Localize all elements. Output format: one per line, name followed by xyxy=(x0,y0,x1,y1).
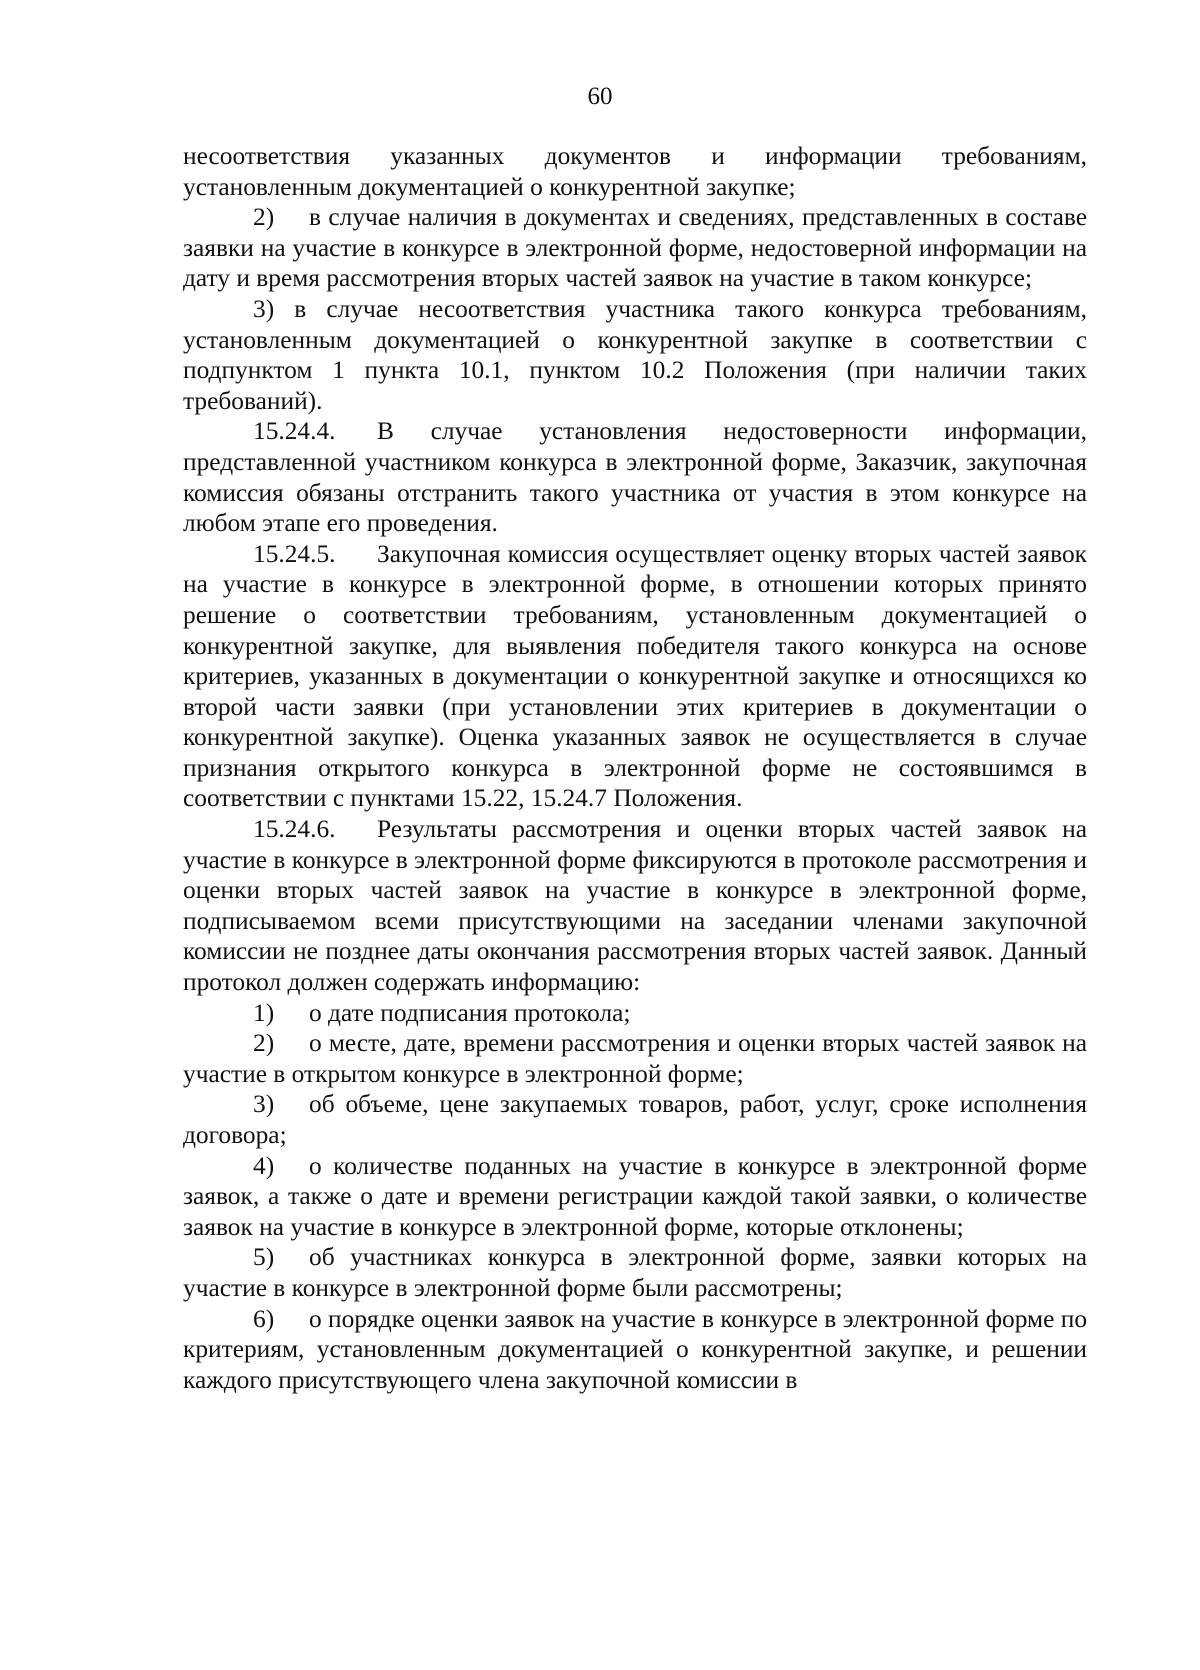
list-item-text: об участниках конкурса в электронной форме, заявки которых на участие в конкурсе в электронной форме были рассмотрены; xyxy=(183,1243,1087,1302)
page-number: 60 xyxy=(587,83,613,110)
list-item-text: 3) в случае несоответствия участника такого конкурса требованиям, установленным документацией о конкурентной закупке в соответствии с подпунктом 1 пункта 10.1, пунктом 10.2 Положения (при наличии таких требований). xyxy=(183,294,1087,415)
clause-15-24-6 xyxy=(183,814,1087,998)
document-body xyxy=(183,141,1087,1395)
list-item-number: 6) xyxy=(253,1304,275,1333)
protocol-item-5 xyxy=(183,1242,1087,1303)
list-item-text: о дате подписания протокола; xyxy=(309,998,631,1027)
list-item-text: в случае наличия в документах и сведениях, представленных в составе заявки на участие в конкурсе в электронной форме, недостоверной информации на дату и время рассмотрения вторых частей заявок на участие в таком конкурсе; xyxy=(183,203,1087,293)
protocol-item-1 xyxy=(183,998,1087,1029)
list-item-text: об объеме, цене закупаемых товаров, работ, услуг, сроке исполнения договора; xyxy=(183,1090,1087,1149)
clause-text: Результаты рассмотрения и оценки вторых частей заявок на участие в конкурсе в электронной форме фиксируются в протоколе рассмотрения и оценки вторых частей заявок на участие в конкурсе в электронной форме, подписываемом всеми присутствующими на заседании членами закупочной комиссии не позднее даты окончания рассмотрения вторых частей заявок. Данный протокол должен содержать информацию: xyxy=(183,815,1087,997)
paragraph-text: несоответствия указанных документов и информации требованиям, установленным документацией о конкурентной закупке; xyxy=(183,142,1087,201)
protocol-item-3 xyxy=(183,1089,1087,1150)
list-item-number: 2) xyxy=(253,203,275,232)
protocol-item-6 xyxy=(183,1304,1087,1396)
clause-number: 15.24.6. xyxy=(253,815,336,844)
list-item-number: 4) xyxy=(253,1151,275,1180)
list-item-number: 5) xyxy=(253,1243,275,1272)
clause-text: Закупочная комиссия осуществляет оценку вторых частей заявок на участие в конкурсе в электронной форме, в отношении которых принято решение о соответствии требованиям, установленным документацией о конкурентной закупке, для выявления победителя такого конкурса на основе критериев, указанных в документации о конкурентной закупке и относящихся ко второй части заявки (при установлении этих критериев в документации о конкурентной закупке). Оценка указанных заявок не осуществляется в случае признания открытого конкурса в электронной форме не состоявшимся в соответствии с пунктами 15.22, 15.24.7 Положения. xyxy=(183,539,1087,813)
list-item-2 xyxy=(183,202,1087,294)
list-item-number: 2) xyxy=(253,1029,275,1058)
list-item-3 xyxy=(183,294,1087,416)
clause-text: В случае установления недостоверности информации, представленной участником конкурса в электронной форме, Заказчик, закупочная комиссия обязаны отстранить такого участника от участия в этом конкурсе на любом этапе его проведения. xyxy=(183,417,1087,538)
protocol-item-4 xyxy=(183,1151,1087,1243)
clause-15-24-4 xyxy=(183,416,1087,538)
list-item-text: о месте, дате, времени рассмотрения и оценки вторых частей заявок на участие в открытом конкурсе в электронной форме; xyxy=(183,1029,1087,1088)
clause-number: 15.24.5. xyxy=(253,539,336,568)
list-item-number: 1) xyxy=(253,998,275,1027)
protocol-item-2 xyxy=(183,1028,1087,1089)
list-item-text: о порядке оценки заявок на участие в конкурсе в электронной форме по критериям, установленным документацией о конкурентной закупке, и решении каждого присутствующего члена закупочной комиссии в xyxy=(183,1304,1088,1394)
clause-15-24-5 xyxy=(183,539,1087,814)
paragraph-continuation xyxy=(183,141,1087,202)
clause-number: 15.24.4. xyxy=(253,417,336,446)
list-item-text: о количестве поданных на участие в конкурсе в электронной форме заявок, а также о дате и времени регистрации каждой такой заявки, о количестве заявок на участие в конкурсе в электронной форме, которые отклонены; xyxy=(183,1151,1087,1241)
list-item-number: 3) xyxy=(253,1090,275,1119)
